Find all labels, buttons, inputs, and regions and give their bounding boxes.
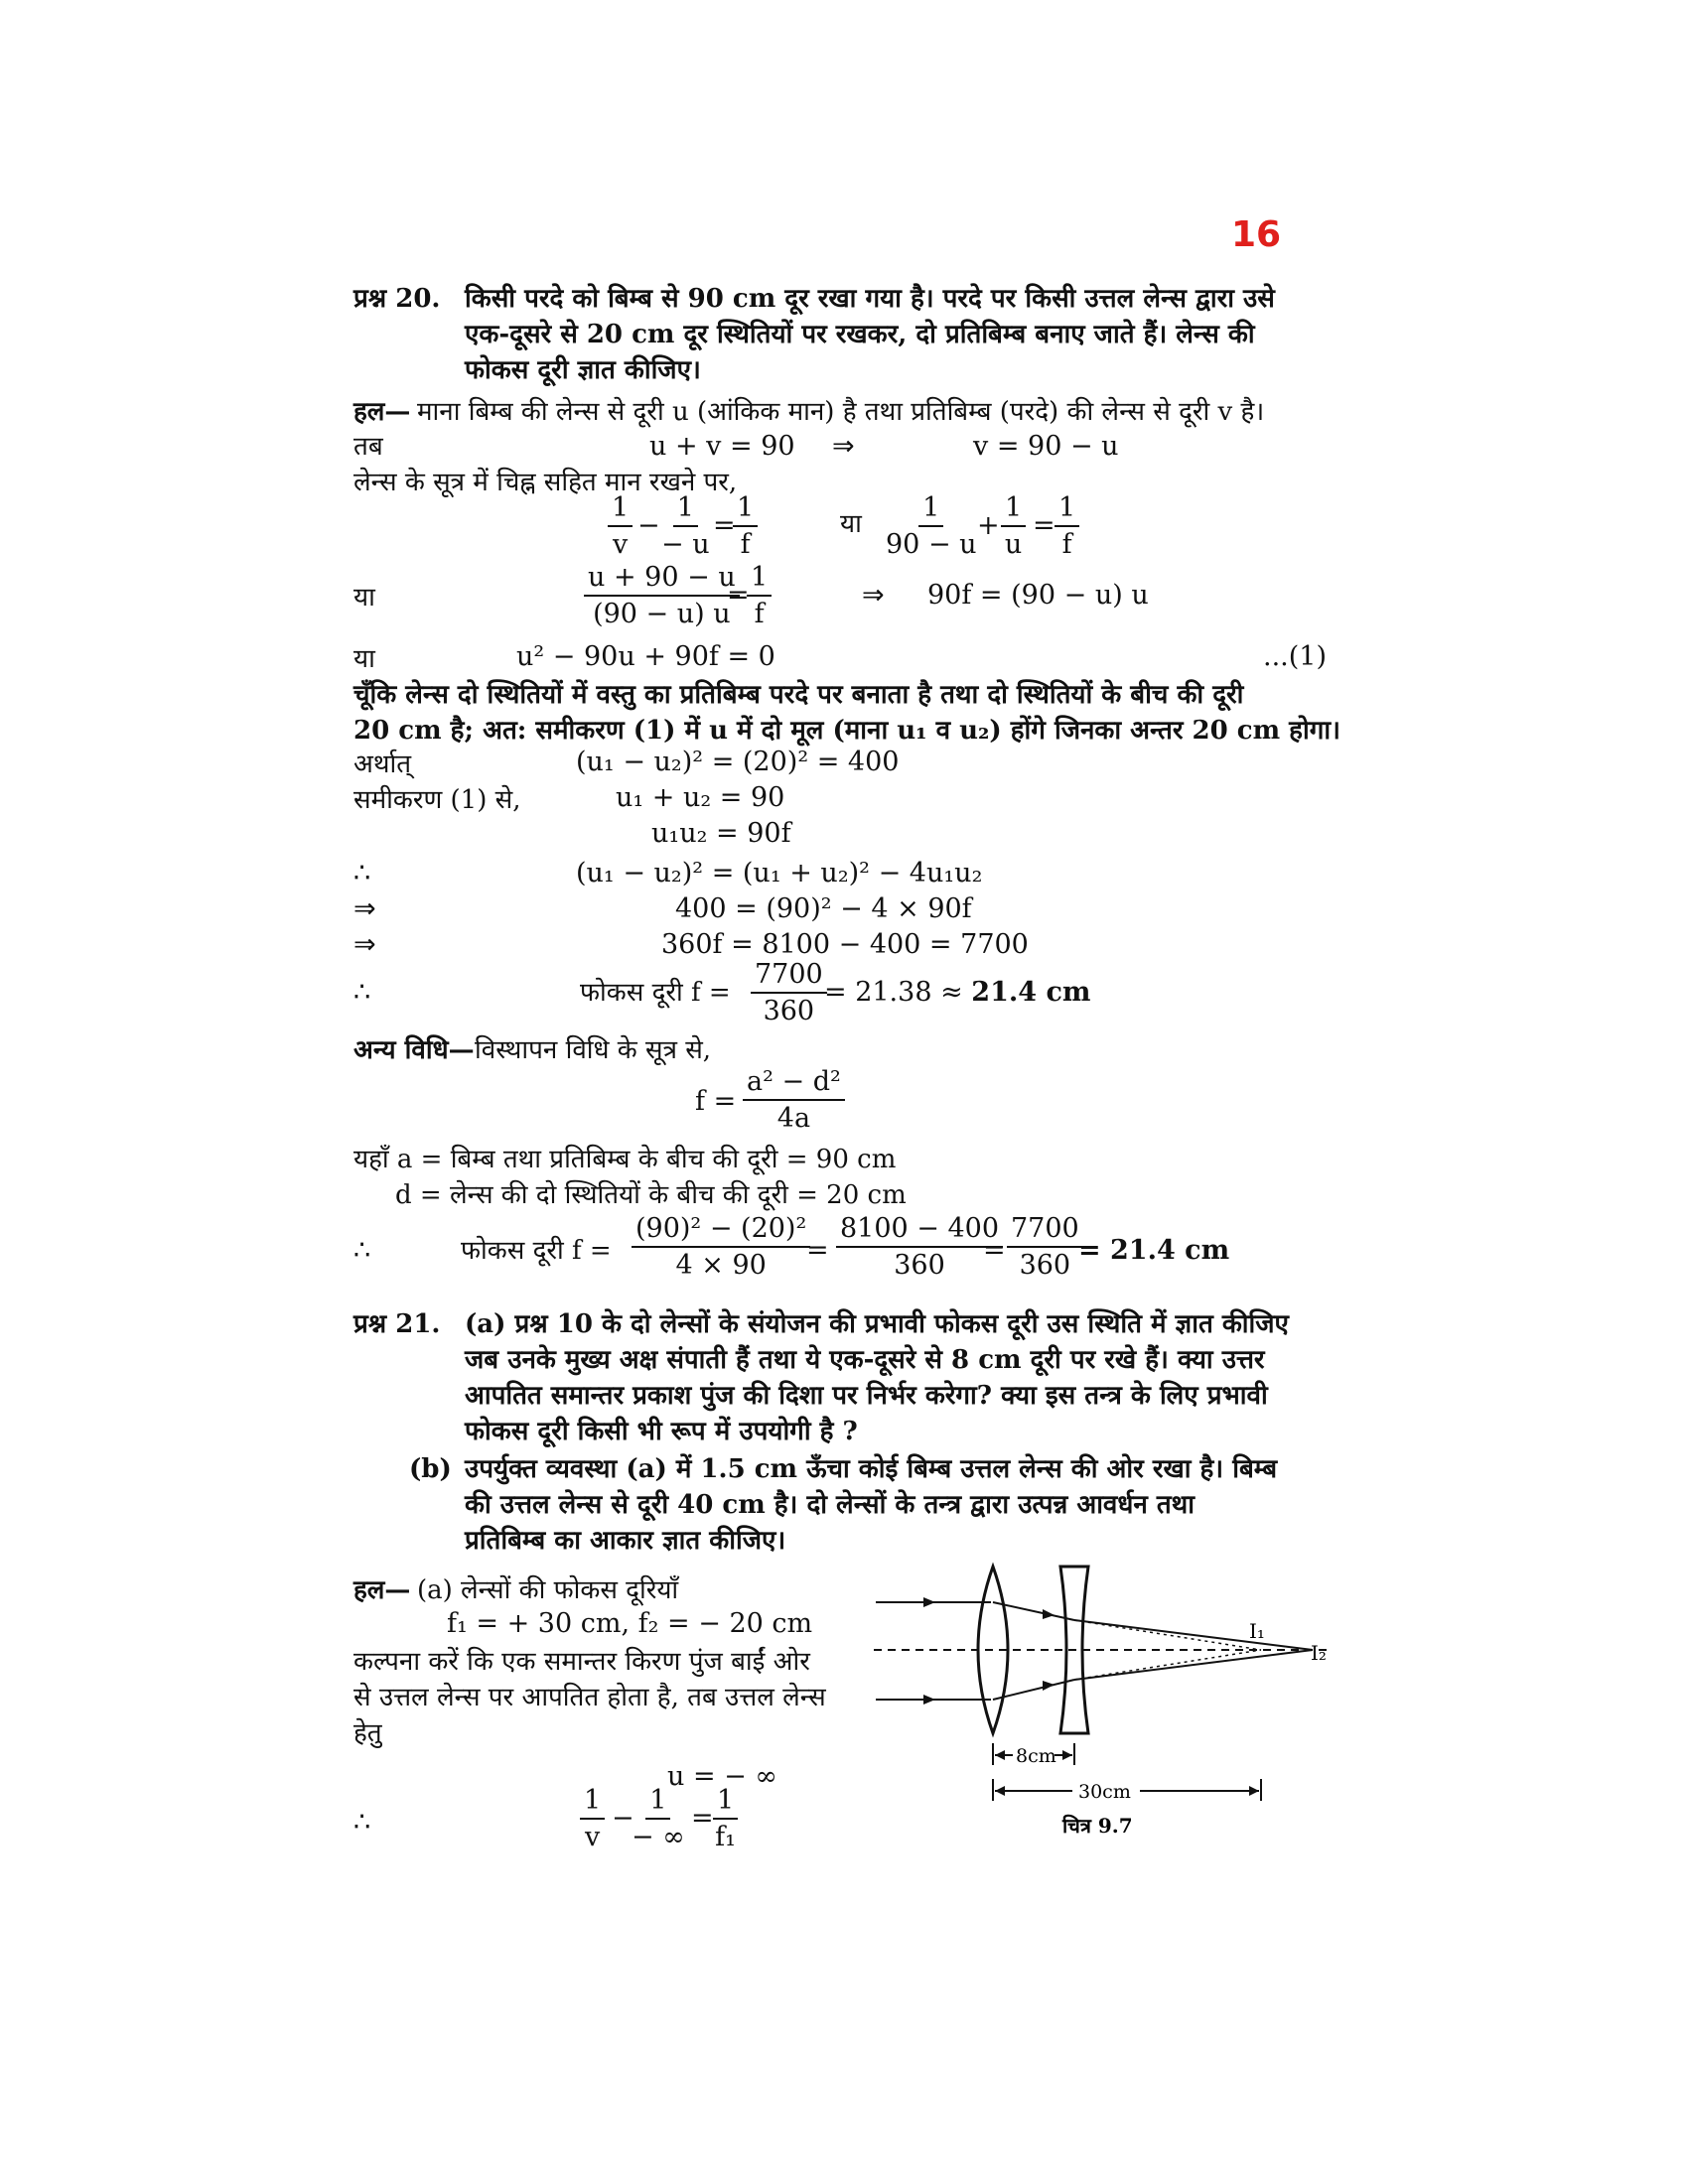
part-label: (b) [409,1454,452,1484]
solution-text: विस्थापन विधि के सूत्र से, [475,1035,712,1065]
operator: − [612,1803,634,1834]
formula-lhs: f = [695,1086,737,1117]
solution-subhead: (a) लेन्सों की फोकस दूरियाँ [417,1575,679,1605]
dimension-label-8cm: 8cm [1016,1745,1056,1767]
solution-text: 20 cm है; अत: समीकरण (1) में u में दो मूल (माना u₁ व u₂) होंगे जिनका अन्तर 20 cm होगा। [353,716,1340,746]
operator: = [983,1235,1006,1266]
lens-diagram [864,1559,1340,1856]
arrow-icon [995,1786,1005,1796]
fraction: $\frac{7700}{360}$ [751,959,827,1026]
implies-symbol: ⇒ [353,893,376,924]
implies-symbol: ⇒ [832,431,855,462]
word-tab: तब [353,432,383,462]
lens-diagram-svg [864,1559,1340,1856]
equation-tag: ...(1) [1263,641,1327,672]
operator: − [637,510,660,541]
solution-text: कल्पना करें कि एक समान्तर किरण पुंज बाईं ओर [353,1647,810,1677]
question-text-line: प्रतिबिम्ब का आकार ज्ञात कीजिए। [465,1526,786,1556]
fraction: $\frac{1}{- u}$ [661,492,710,560]
fraction: $\frac{7700}{360}$ [1007,1213,1083,1281]
word-arthat: अर्थात् [353,750,412,779]
fraction: $\frac{1}{u}$ [1001,492,1026,560]
label-I2: I₂ [1311,1641,1327,1665]
virtual-ray-bottom [1074,1650,1261,1680]
implies-symbol: ⇒ [353,929,376,960]
implies-symbol: ⇒ [862,580,885,611]
operator: = [691,1803,714,1834]
therefore-symbol: ∴ [353,1235,371,1266]
definition-line: d = लेन्स की दो स्थितियों के बीच की दूरी = 20 cm [395,1180,907,1210]
question-text-line: किसी परदे को बिम्ब से 90 cm दूर रखा गया है। परदे पर किसी उत्तल लेन्स द्वारा उसे [465,284,1275,314]
word-ya: या [840,509,862,539]
solution-text: हेतु [353,1718,382,1748]
equation: 400 = (90)² − 4 × 90f [675,893,972,924]
operator: = [713,510,736,541]
question-text-line: फोकस दूरी ज्ञात कीजिए। [465,355,701,385]
question-text-line: आपतित समान्तर प्रकाश पुंज की दिशा पर निर्भर करेगा? क्या इस तन्त्र के लिए प्रभावी [465,1381,1268,1411]
word-ya: या [353,583,375,613]
emergent-ray-bottom [1074,1650,1313,1680]
label-I1: I₁ [1249,1619,1265,1643]
fraction: $\frac{\text{a² − d²}}{4a}$ [743,1066,845,1134]
question-label: प्रश्न 20. [353,284,441,314]
arrow-icon [1043,1609,1055,1619]
fraction: $\frac{1}{f}$ [1055,492,1079,560]
arrow-icon [923,1597,935,1607]
operator: = [1033,510,1055,541]
question-label: प्रश्न 21. [353,1309,441,1339]
dimension-label-30cm: 30cm [1078,1781,1131,1803]
solution-text: लेन्स के सूत्र में चिह्न सहित मान रखने पर, [353,468,738,497]
question-text-line: उपर्युक्त व्यवस्था (a) में 1.5 cm ऊँचा कोई बिम्ब उत्तल लेन्स की ओर रखा है। बिम्ब [465,1454,1278,1484]
therefore-symbol: ∴ [353,977,371,1008]
therefore-symbol: ∴ [353,1807,371,1838]
solution-text: चूँकि लेन्स दो स्थितियों में वस्तु का प्रतिबिम्ब परदे पर बनाता है तथा दो स्थितियों के बीच की दूरी [353,680,1244,710]
figure-caption: चित्र 9.7 [1062,1814,1133,1838]
fraction: $\frac{1}{v}$ [580,1785,605,1852]
fraction: $\frac{u + 90 - u}{(90 - u) u}$ [584,562,740,629]
equation: f₁ = + 30 cm, f₂ = − 20 cm [447,1608,813,1639]
final-result: = 21.4 cm [1078,1235,1230,1266]
solution-label: हल— [353,397,411,427]
operator: = [806,1235,829,1266]
solution-text: से उत्तल लेन्स पर आपतित होता है, तब उत्तल लेन्स [353,1683,826,1712]
equation: u = − ∞ [667,1761,777,1792]
solution-text: समीकरण (1) से, [353,785,521,815]
fraction: 1 − ∞ [632,1785,685,1852]
equation: 90f = (90 − u) u [927,580,1149,611]
result-text: = 21.38 ≈ [824,977,972,1008]
equation [824,977,1090,1008]
therefore-symbol: ∴ [353,858,371,888]
operator: = [727,580,750,611]
equation: u₁ + u₂ = 90 [616,782,785,813]
equation: (u₁ − u₂)² = (u₁ + u₂)² − 4u₁u₂ [576,858,983,888]
equation: u + v = 90 [649,431,795,462]
fraction: $\frac{1}{f}$ [747,562,772,629]
result-bold: 21.4 cm [971,977,1091,1008]
focal-length-label: फोकस दूरी f = [580,978,731,1008]
virtual-ray-top [1074,1620,1261,1650]
arrow-icon [1249,1786,1259,1796]
page-number: 16 [1231,214,1282,255]
equation: u² − 90u + 90f = 0 [516,641,775,672]
question-text-line: (a) प्रश्न 10 के दो लेन्सों के संयोजन की प्रभावी फोकस दूरी उस स्थिति में ज्ञात कीजिए [465,1309,1289,1339]
operator: + [977,510,1000,541]
question-text-line: की उत्तल लेन्स से दूरी 40 cm है। दो लेन्सों के तन्त्र द्वारा उत्पन्न आवर्धन तथा [465,1490,1196,1520]
arrow-icon [1062,1750,1072,1760]
fraction: $\frac{1}{90 - u}$ [886,492,977,560]
solution-label: हल— [353,1575,411,1605]
other-method-label: अन्य विधि— [353,1035,475,1065]
solution-intro: माना बिम्ब की लेन्स से दूरी u (आंकिक मान) है तथा प्रतिबिम्ब (परदे) की लेन्स से दूरी v है। [417,397,1265,427]
fraction: $\frac{\text{(90)² − (20)²}}{4 \times 90}$ [632,1213,810,1281]
question-text-line: जब उनके मुख्य अक्ष संपाती हैं तथा ये एक-दूसरे से 8 cm दूरी पर रखे हैं। क्या उत्तर [465,1345,1265,1375]
equation: v = 90 − u [973,431,1119,462]
fraction: $\frac{8100 - 400}{360}$ [836,1213,1003,1281]
arrow-icon [995,1750,1005,1760]
word-ya: या [353,644,375,674]
focal-length-label: फोकस दूरी f = [461,1236,612,1266]
equation: 360f = 8100 − 400 = 7700 [661,929,1029,960]
question-text-line: फोकस दूरी किसी भी रूप में उपयोगी है ? [465,1417,858,1446]
fraction: $\frac{1}{\text{f₁}}$ [713,1785,738,1852]
fraction: $\frac{1}{f}$ [733,492,758,560]
definition-line: यहाँ a = बिम्ब तथा प्रतिबिम्ब के बीच की दूरी = 90 cm [353,1145,897,1174]
question-text-line: एक-दूसरे से 20 cm दूर स्थितियों पर रखकर, दो प्रतिबिम्ब बनाए जाते हैं। लेन्स की [465,320,1255,349]
arrow-icon [923,1695,935,1705]
emergent-ray-top [1074,1620,1313,1650]
equation: (u₁ − u₂)² = (20)² = 400 [576,747,900,777]
fraction: $\frac{1}{v}$ [608,492,633,560]
equation: u₁u₂ = 90f [651,818,791,849]
